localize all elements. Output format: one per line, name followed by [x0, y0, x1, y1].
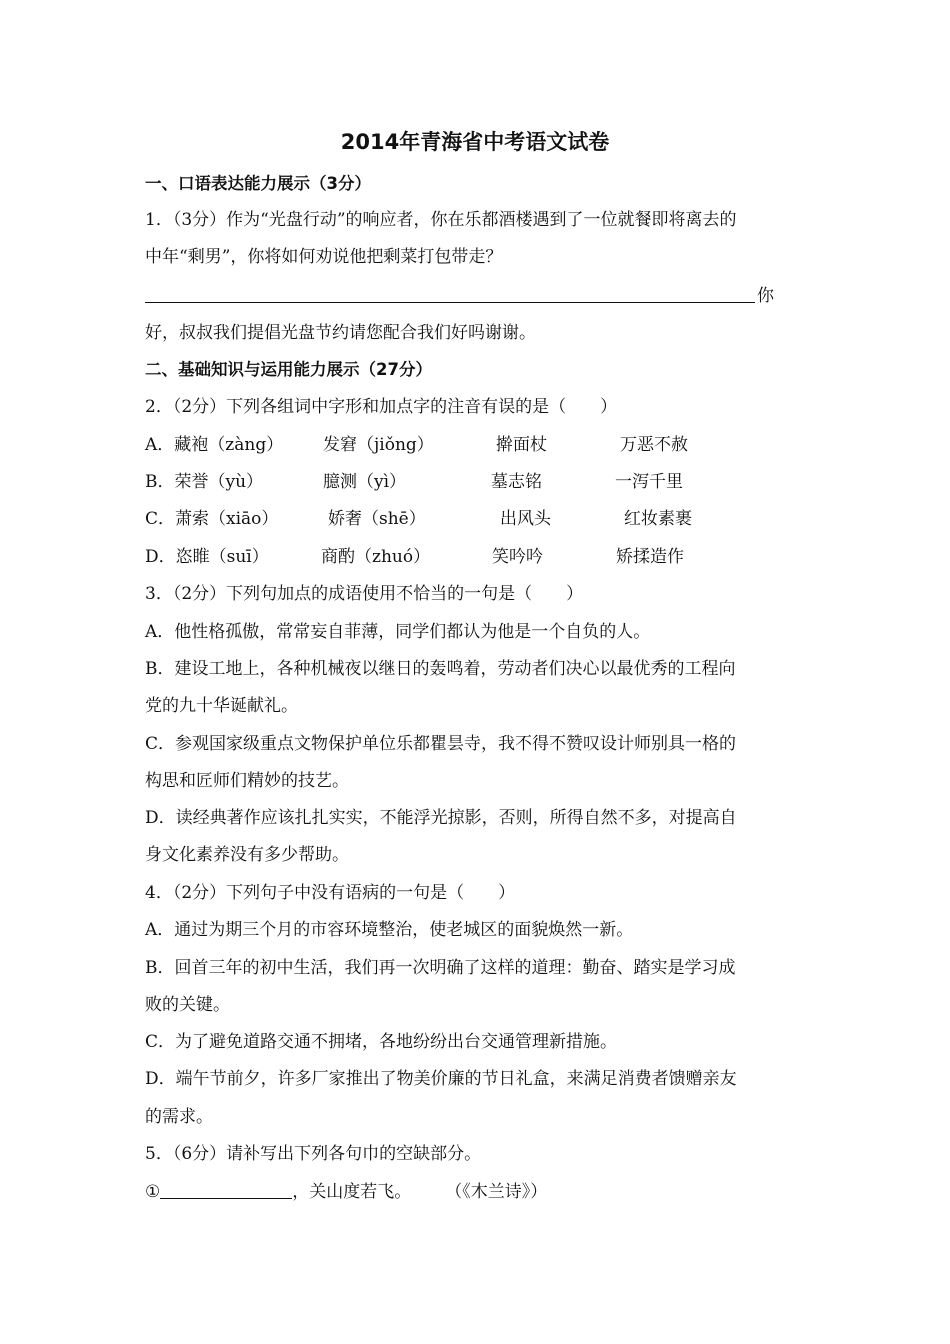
q5-item-1 — [145, 1180, 547, 1204]
q4-option-c: C．为了避免道路交通不拥堵，各地纷纷出台交通管理新措施。 — [145, 1032, 618, 1052]
q3-option-b-line1: B．建设工地上，各种机械夜以继日的轰鸣着，劳动者们决心以最优秀的工程向 — [145, 659, 736, 679]
q5-item-blank — [160, 1180, 292, 1199]
q5-item-number: ① — [145, 1182, 161, 1202]
q3-option-d-line1: D．读经典著作应该扎扎实实，不能浮光掠影，否则，所得自然不多，对提高自 — [145, 808, 737, 828]
q4-stem: 4．（2分）下列句子中没有语病的一句是（ ） — [145, 883, 516, 903]
q2-option-b-word1: B．荣誉（yù） — [145, 472, 264, 492]
q3-option-c-line1: C．参观国家级重点文物保护单位乐都瞿昙寺，我不得不赞叹设计师别具一格的 — [145, 734, 737, 754]
q2-option-d-word2: 商酌（zhuó） — [321, 547, 431, 567]
q1-answer-tail: 你 — [757, 286, 774, 306]
q4-option-b-line1: B．回首三年的初中生活，我们再一次明确了这样的道理：勤奋、踏实是学习成 — [145, 958, 736, 978]
q3-option-c-line2: 构思和匠师们精妙的技艺。 — [145, 771, 349, 791]
section-heading-basics: 二、基础知识与运用能力展示（27分） — [145, 360, 432, 379]
q1-stem-line2: 中年“剩男”，你将如何劝说他把剩菜打包带走？ — [145, 247, 503, 267]
q1-answer-line: 好，叔叔我们提倡光盘节约请您配合我们好吗谢谢。 — [145, 323, 536, 343]
q2-stem: 2．（2分）下列各组词中字形和加点字的注音有误的是（ ） — [145, 397, 618, 417]
q2-option-d-word3: 笑吟吟 — [492, 547, 543, 567]
q2-option-c-word4: 红妆素裹 — [624, 509, 692, 529]
q1-stem-line1: 1．（3分）作为“光盘行动”的响应者，你在乐都酒楼遇到了一位就餐即将离去的 — [145, 210, 737, 230]
q4-option-d-line1: D．端午节前夕，许多厂家推出了物美价廉的节日礼盒，来满足消费者馈赠亲友 — [145, 1069, 737, 1089]
q2-option-d-word1: D．恣睢（suī） — [145, 547, 269, 567]
section-heading-oral: 一、口语表达能力展示（3分） — [145, 174, 371, 193]
q5-item-text: ，关山度若飞。 — [292, 1182, 412, 1202]
q3-stem: 3．（2分）下列句加点的成语使用不恰当的一句是（ ） — [145, 584, 584, 604]
q4-option-a: A．通过为期三个月的市容环境整治，使老城区的面貌焕然一新。 — [145, 920, 634, 940]
q3-option-a: A．他性格孤傲，常常妄自菲薄，同学们都认为他是一个自负的人。 — [145, 622, 651, 642]
page-title: 2014年青海省中考语文试卷 — [340, 130, 610, 154]
q3-option-d-line2: 身文化素养没有多少帮助。 — [145, 845, 349, 865]
q5-stem: 5．（6分）请补写出下列各句巾的空缺部分。 — [145, 1144, 482, 1164]
q2-option-a-word1: A．藏袍（zàng） — [145, 435, 284, 455]
q4-option-d-line2: 的需求。 — [145, 1107, 213, 1127]
q2-option-c-word2: 娇奢（shē） — [328, 509, 426, 529]
q2-option-a-word2: 发窘（jiǒng） — [323, 435, 434, 455]
q4-option-b-line2: 败的关键。 — [145, 995, 230, 1015]
q2-option-c-word3: 出风头 — [500, 509, 551, 529]
q2-option-b-word3: 墓志铭 — [491, 472, 542, 492]
q5-item-source: （《木兰诗》） — [445, 1182, 548, 1202]
q2-option-a-word4: 万恶不赦 — [620, 435, 688, 455]
q2-option-d-word4: 矫揉造作 — [616, 547, 684, 567]
q3-option-b-line2: 党的九十华诞献礼。 — [145, 696, 298, 716]
q2-option-b-word4: 一泻千里 — [615, 472, 683, 492]
q2-option-a-word3: 擀面杖 — [496, 435, 547, 455]
q2-option-c-word1: C．萧索（xiāo） — [145, 509, 279, 529]
q2-option-b-word2: 臆测（yì） — [323, 472, 407, 492]
q1-answer-blank — [145, 302, 755, 303]
